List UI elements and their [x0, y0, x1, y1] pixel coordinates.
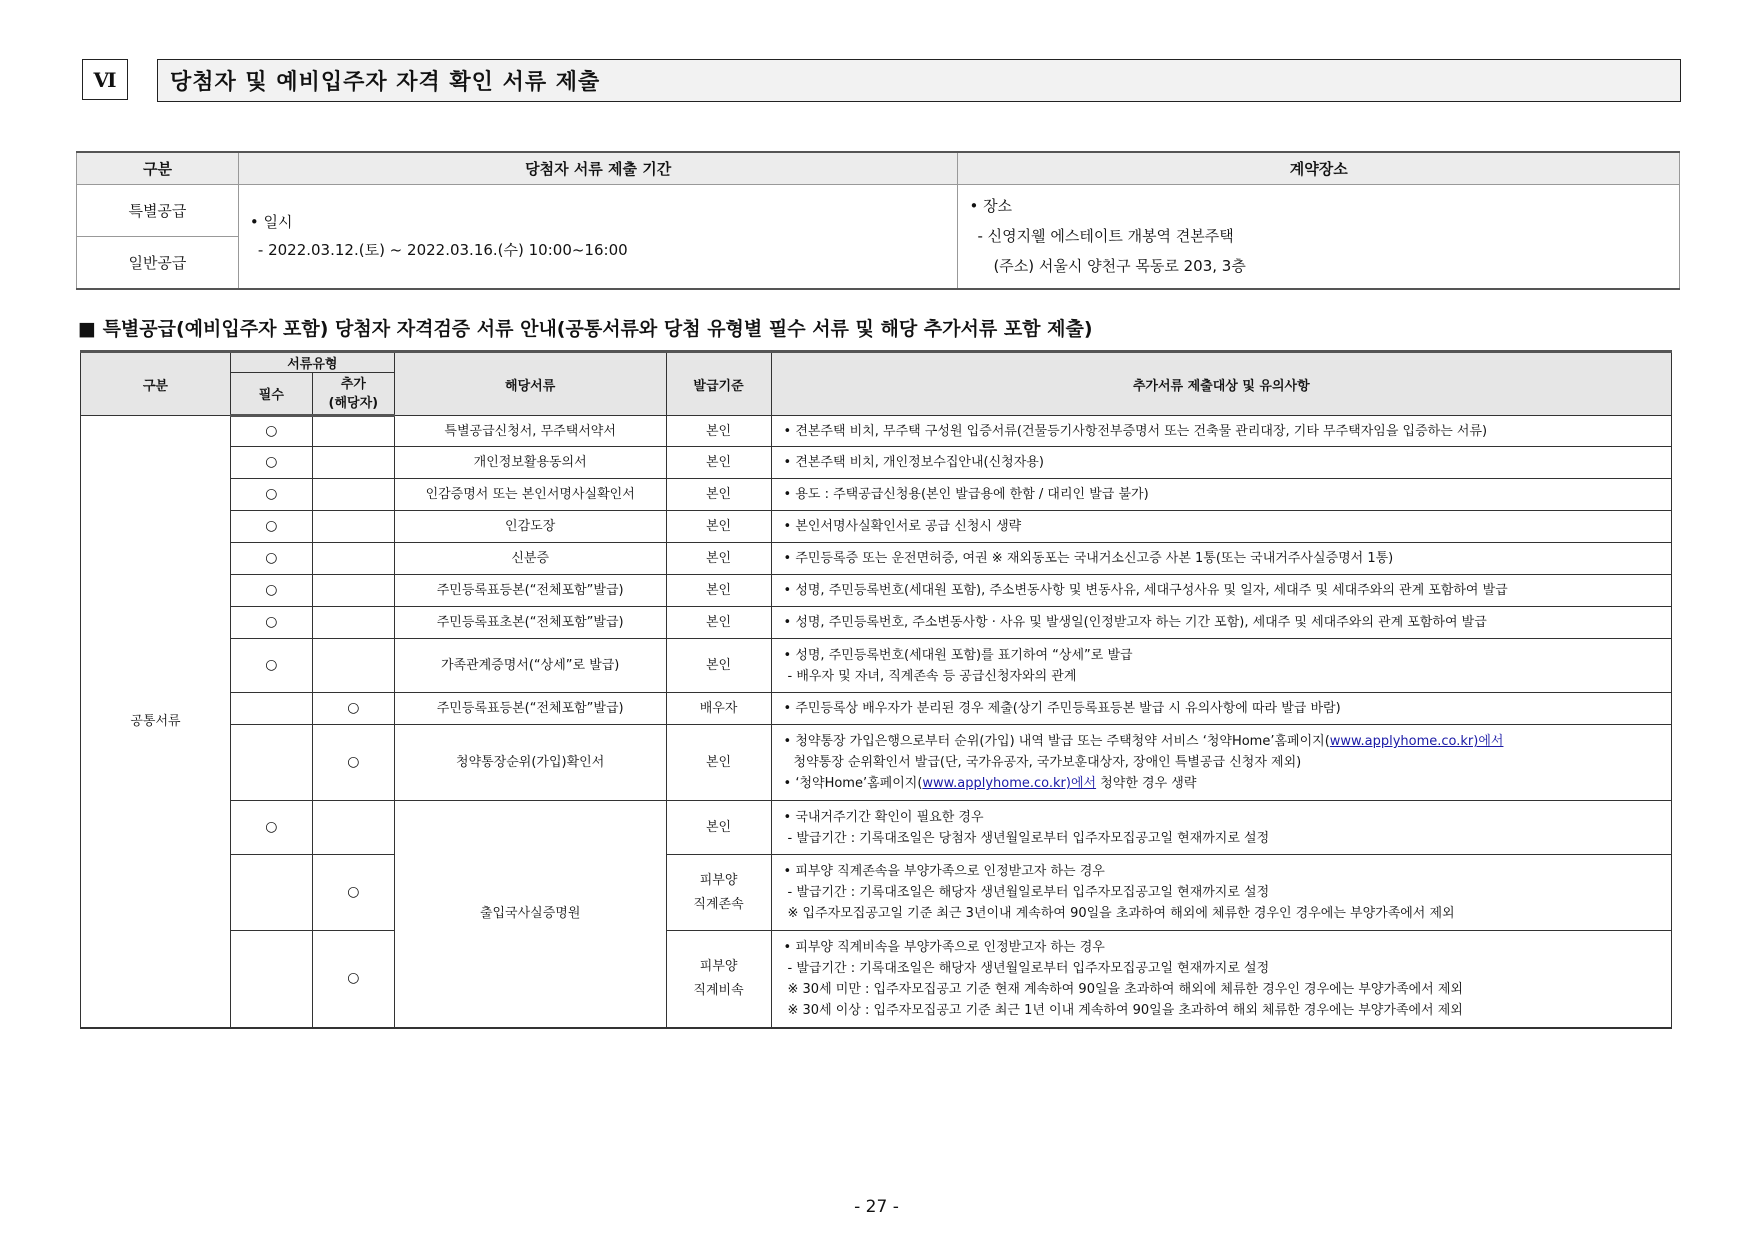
note-line: 청약통장 순위확인서 발급(단, 국가유공자, 국가보훈대상자, 장애인 특별공급 신청자 제외) — [793, 755, 1302, 770]
documents-table — [80, 350, 1672, 1029]
document-name: 개인정보활용동의서 — [394, 447, 666, 479]
note: • 주민등록증 또는 운전면허증, 여권 ※ 재외동포는 국내거소신고증 사본 1통(또는 국내거주사실증명서 1통) — [771, 543, 1671, 575]
required-mark: ○ — [230, 416, 312, 447]
required-mark: ○ — [230, 801, 312, 855]
required-mark — [230, 725, 312, 801]
required-mark: ○ — [230, 639, 312, 693]
header-document: 해당서류 — [394, 352, 666, 416]
document-name: 가족관계증명서(“상세”로 발급) — [394, 639, 666, 693]
header-period: 당첨자 서류 제출 기간 — [238, 152, 958, 185]
header-category: 구분 — [77, 152, 239, 185]
note-line — [784, 773, 1665, 794]
issuer: 본인 — [666, 801, 771, 855]
issuer: 본인 — [666, 725, 771, 801]
note-text: • 청약통장 가입은행으로부터 순위(가입) 내역 발급 또는 주택청약 서비스 ‘청약Home’홈페이지( — [783, 734, 1330, 749]
place-line2: (주소) 서울시 양천구 목동로 203, 3층 — [993, 257, 1246, 276]
note-line: - 발급기간 : 기록대조일은 당첨자 생년월일로부터 입주자모집공고일 현재까지로 설정 — [787, 830, 1270, 846]
note-line: • 피부양 직계존속을 부양가족으로 인정받고자 하는 경우 — [783, 864, 1105, 879]
section2-title: ■ 특별공급(예비입주자 포함) 당첨자 자격검증 서류 안내(공통서류와 당첨 유형별 필수 서류 및 해당 추가서류 포함 제출) — [78, 318, 1093, 340]
section-number: Ⅵ — [82, 59, 128, 100]
issuer: 피부양 직계비속 — [666, 931, 771, 1028]
note-line: - 발급기간 : 기록대조일은 해당자 생년월일로부터 입주자모집공고일 현재까지로 설정 — [787, 960, 1270, 976]
additional-mark — [312, 801, 394, 855]
note — [771, 855, 1671, 931]
period-cell — [238, 185, 958, 289]
issuer: 본인 — [666, 511, 771, 543]
document-name: 인감증명서 또는 본인서명사실확인서 — [394, 479, 666, 511]
required-mark — [230, 855, 312, 931]
additional-mark — [312, 416, 394, 447]
document-name: 특별공급신청서, 무주택서약서 — [394, 416, 666, 447]
issuer: 본인 — [666, 479, 771, 511]
issuer: 본인 — [666, 447, 771, 479]
page-number: - 27 - — [854, 1197, 899, 1217]
additional-mark — [312, 607, 394, 639]
note: • 성명, 주민등록번호(세대원 포함), 주소변동사항 및 변동사유, 세대구성사유 및 일자, 세대주 및 세대주와의 관계 포함하여 발급 — [771, 575, 1671, 607]
additional-mark: ○ — [312, 855, 394, 931]
document-name: 신분증 — [394, 543, 666, 575]
issuer: 배우자 — [666, 693, 771, 725]
note-text: • ‘청약Home’홈페이지( — [783, 776, 923, 791]
document-name: 출입국사실증명원 — [394, 801, 666, 1028]
note-line: • 국내거주기간 확인이 필요한 경우 — [783, 809, 984, 825]
note: • 성명, 주민등록번호, 주소변동사항 · 사유 및 발생일(인정받고자 하는 기간 포함), 세대주 및 세대주와의 관계 포함하여 발급 — [771, 607, 1671, 639]
additional-mark — [312, 639, 394, 693]
applyhome-link[interactable]: www.applyhome.co.kr)에서 — [1329, 734, 1504, 749]
note: • 견본주택 비치, 무주택 구성원 입증서류(건물등기사항전부증명서 또는 건축물 관리대장, 기타 무주택자임을 입증하는 서류) — [771, 416, 1671, 447]
additional-mark — [312, 511, 394, 543]
issuer: 본인 — [666, 575, 771, 607]
additional-mark: ○ — [312, 931, 394, 1028]
note-line: ※ 30세 미만 : 입주자모집공고 기준 현재 계속하여 90일을 초과하여 해외에 체류한 경우인 경우에는 부양가족에서 제외 — [787, 981, 1463, 997]
place-bullet: • 장소 — [969, 197, 1013, 216]
header-place: 계약장소 — [958, 152, 1680, 185]
note-line: - 배우자 및 자녀, 직계존속 등 공급신청자와의 관계 — [787, 668, 1077, 684]
note-text: 청약한 경우 생략 — [1096, 776, 1197, 791]
note — [771, 725, 1671, 801]
group-common-docs: 공통서류 — [81, 416, 231, 1028]
place-line1: - 신영지웰 에스테이트 개봉역 견본주택 — [977, 227, 1234, 246]
required-mark: ○ — [230, 511, 312, 543]
document-name: 주민등록표초본(“전체포함”발급) — [394, 607, 666, 639]
issuer: 본인 — [666, 607, 771, 639]
note-line — [784, 731, 1665, 752]
place-cell — [958, 185, 1680, 289]
note-line: - 발급기간 : 기록대조일은 해당자 생년월일로부터 입주자모집공고일 현재까지로 설정 — [787, 885, 1270, 900]
header-issuer: 발급기준 — [666, 352, 771, 416]
note: • 본인서명사실확인서로 공급 신청시 생략 — [771, 511, 1671, 543]
document-name: 인감도장 — [394, 511, 666, 543]
required-mark: ○ — [230, 447, 312, 479]
required-mark: ○ — [230, 543, 312, 575]
additional-mark: ○ — [312, 693, 394, 725]
period-bullet: • 일시 — [249, 213, 293, 232]
additional-mark — [312, 543, 394, 575]
additional-mark: ○ — [312, 725, 394, 801]
note: • 용도 : 주택공급신청용(본인 발급용에 한함 / 대리인 발급 불가) — [771, 479, 1671, 511]
document-name: 주민등록표등본(“전체포함”발급) — [394, 575, 666, 607]
note-line: • 성명, 주민등록번호(세대원 포함)를 표기하여 “상세”로 발급 — [783, 647, 1133, 663]
required-mark — [230, 693, 312, 725]
additional-mark — [312, 575, 394, 607]
note — [771, 931, 1671, 1028]
contract-period-table — [76, 151, 1680, 290]
required-mark: ○ — [230, 479, 312, 511]
note — [771, 639, 1671, 693]
note: • 주민등록상 배우자가 분리된 경우 제출(상기 주민등록표등본 발급 시 유의사항에 따라 발급 바람) — [771, 693, 1671, 725]
note — [771, 801, 1671, 855]
row-special-supply: 특별공급 — [77, 185, 239, 237]
required-mark: ○ — [230, 607, 312, 639]
applyhome-link[interactable]: www.applyhome.co.kr)에서 — [922, 776, 1097, 791]
additional-mark — [312, 447, 394, 479]
additional-mark — [312, 479, 394, 511]
note-line: • 피부양 직계비속을 부양가족으로 인정받고자 하는 경우 — [783, 939, 1105, 955]
note: • 견본주택 비치, 개인정보수집안내(신청자용) — [771, 447, 1671, 479]
issuer: 본인 — [666, 639, 771, 693]
row-general-supply: 일반공급 — [77, 237, 239, 289]
period-value: - 2022.03.12.(토) ~ 2022.03.16.(수) 10:00~16:00 — [257, 241, 628, 260]
issuer: 본인 — [666, 543, 771, 575]
required-mark: ○ — [230, 575, 312, 607]
header-category: 구분 — [81, 352, 231, 416]
header-required: 필수 — [230, 373, 312, 416]
note-line: ※ 30세 이상 : 입주자모집공고 기준 최근 1년 이내 계속하여 90일을 초과하여 해외 체류한 경우에는 부양가족에서 제외 — [787, 1002, 1463, 1018]
header-additional: 추가 (해당자) — [312, 373, 394, 416]
note-line: ※ 입주자모집공고일 기준 최근 3년이내 계속하여 90일을 초과하여 해외에 체류한 경우인 경우에는 부양가족에서 제외 — [787, 906, 1455, 921]
document-name: 청약통장순위(가입)확인서 — [394, 725, 666, 801]
header-doc-type: 서류유형 — [230, 352, 394, 373]
issuer: 본인 — [666, 416, 771, 447]
header-notes: 추가서류 제출대상 및 유의사항 — [771, 352, 1671, 416]
issuer: 피부양 직계존속 — [666, 855, 771, 931]
section-title: 당첨자 및 예비입주자 자격 확인 서류 제출 — [157, 59, 1681, 102]
document-name: 주민등록표등본(“전체포함”발급) — [394, 693, 666, 725]
required-mark — [230, 931, 312, 1028]
